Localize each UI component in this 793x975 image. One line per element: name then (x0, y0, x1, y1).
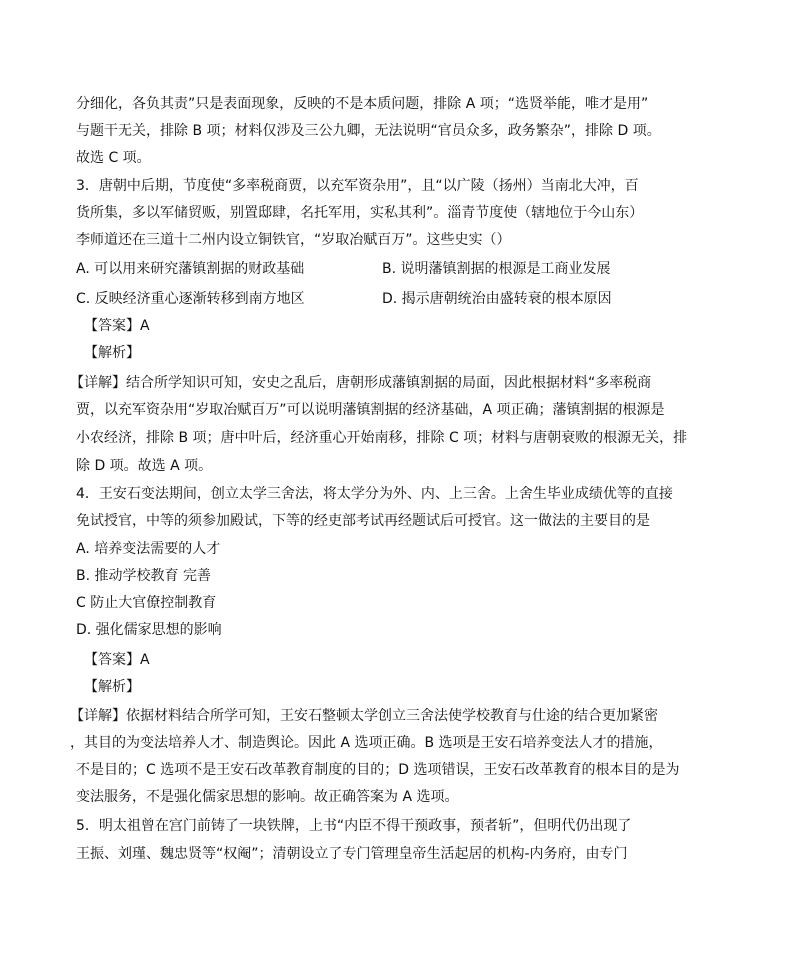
question-3-option-a: A. 可以用来研究藩镇割据的财政基础 (76, 261, 305, 277)
question-3-option-d: D. 揭示唐朝统治由盛转衰的根本原因 (382, 291, 612, 307)
question-4-option-c: C 防止大官僚控制教育 (76, 595, 217, 611)
text-line: 分细化，各负其责”只是表面现象，反映的不是本质问题，排除 A 项；“选贤举能，唯才是用” (76, 96, 649, 112)
question-3-answer: 【答案】A (84, 318, 150, 334)
question-3-stem: 货所集，多以军储贸贩，别置邸肆，名托军用，实私其利”。淄青节度使（辖地位于今山东） (76, 205, 644, 221)
question-4-option-a: A. 培养变法需要的人才 (76, 541, 221, 557)
question-4-detail: ，其目的为变法培养人才、制造舆论。因此 A 选项正确。B 选项是王安石培养变法人才的措施， (70, 735, 663, 751)
question-4-detail: 【详解】依据材料结合所学可知，王安石整顿太学创立三舍法使学校教育与仕途的结合更加紧密 (70, 708, 658, 724)
question-3-option-c: C. 反映经济重心逐渐转移到南方地区 (76, 291, 305, 307)
question-4-stem: 4．王安石变法期间，创立太学三舍法，将太学分为外、内、上三舍。上舍生毕业成绩优等的直接 (76, 486, 673, 502)
question-4-detail: 变法服务，不是强化儒家思想的影响。故正确答案为 A 选项。 (76, 789, 459, 805)
question-4-stem: 免试授官，中等的须参加殿试，下等的经吏部考试再经题试后可授官。这一做法的主要目的是 (76, 513, 650, 529)
question-4-option-d: D. 强化儒家思想的影响 (76, 622, 222, 638)
question-3-detail: 小农经济，排除 B 项；唐中叶后，经济重心开始南移，排除 C 项；材料与唐朝衰败的根源无关，排 (76, 430, 688, 446)
text-line: 与题干无关，排除 B 项；材料仅涉及三公九卿，无法说明“官员众多，政务繁杂”，排除 D 项。 (76, 123, 661, 139)
question-3-option-b: B. 说明藩镇割据的根源是工商业发展 (382, 261, 611, 277)
question-3-detail: 贾，以充军资杂用“岁取冶赋百万”可以说明藩镇割据的经济基础，A 项正确；藩镇割据的根源是 (76, 402, 665, 418)
question-3-detail: 【详解】结合所学知识可知，安史之乱后，唐朝形成藩镇割据的局面，因此根据材料“多率税商 (70, 375, 652, 391)
question-3-stem: 3．唐朝中后期，节度使“多率税商贾，以充军资杂用”，且“以广陵（扬州）当南北大冲，百 (76, 178, 639, 194)
text-line: 故选 C 项。 (76, 150, 151, 166)
question-4-detail: 不是目的；C 选项不是王安石改革教育制度的目的；D 选项错误，王安石改革教育的根本目的是为 (76, 762, 680, 778)
question-4-analysis-label: 【解析】 (84, 679, 140, 695)
question-3-detail: 除 D 项。故选 A 项。 (76, 458, 213, 474)
question-3-analysis-label: 【解析】 (84, 345, 140, 361)
question-4-answer: 【答案】A (84, 652, 150, 668)
question-4-option-b: B. 推动学校教育 完善 (76, 568, 211, 584)
question-3-stem: 李师道还在三道十二州内设立铜铁官，“岁取冶赋百万”。这些史实（） (76, 232, 511, 248)
question-5-stem: 王振、刘瑾、魏忠贤等“权阉”；清朝设立了专门管理皇帝生活起居的机构-内务府，由专门 (76, 846, 628, 862)
question-5-stem: 5．明太祖曾在宫门前铸了一块铁牌，上书“内臣不得干预政事，预者斩”，但明代仍出现了 (76, 818, 632, 834)
